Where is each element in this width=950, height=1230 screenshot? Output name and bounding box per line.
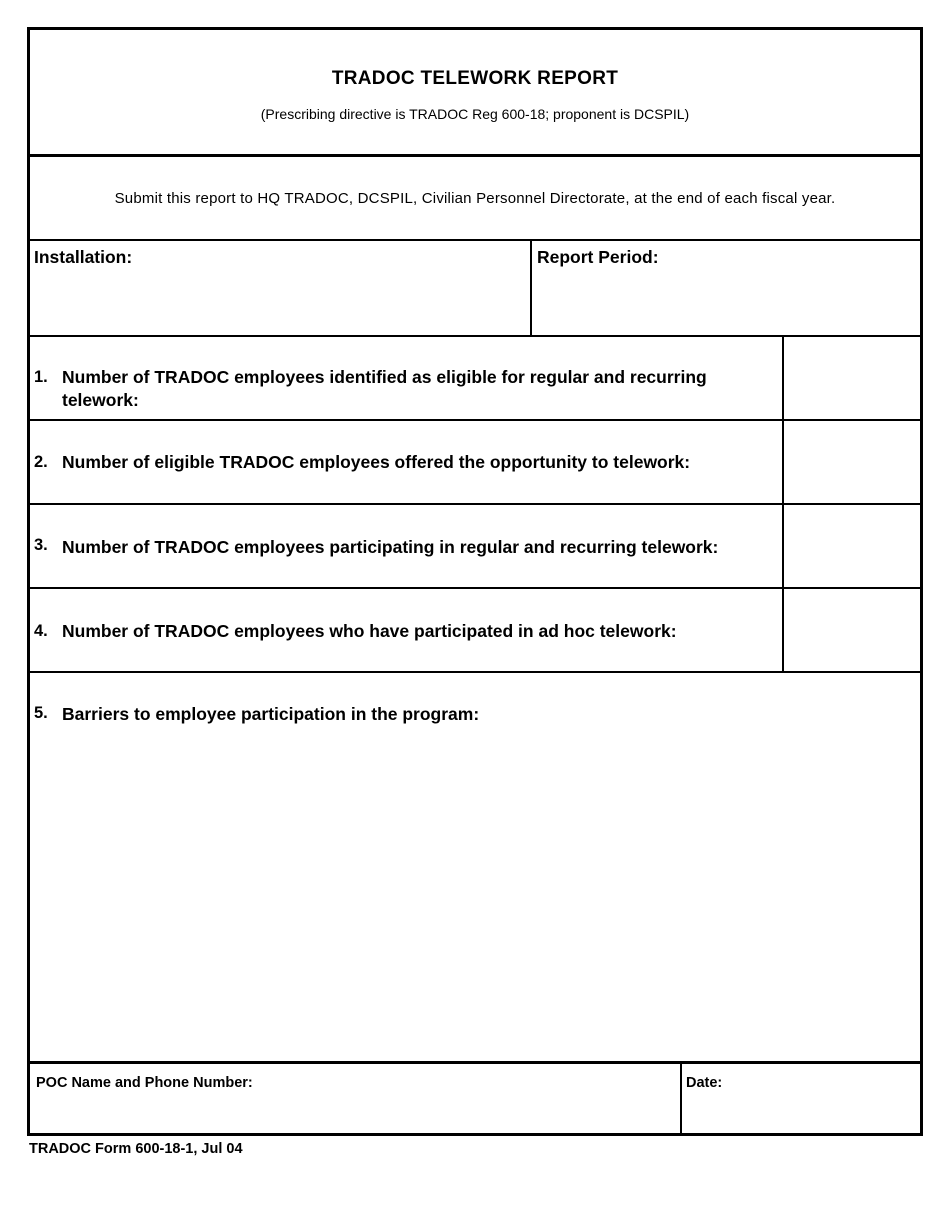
form-title: TRADOC TELEWORK REPORT xyxy=(331,68,619,89)
question-text: Number of TRADOC employees who have participated in ad hoc telework: xyxy=(62,621,677,641)
question-text: Number of TRADOC employees identified as eligible for regular and recurring telework: xyxy=(62,367,707,410)
question-number: 3. xyxy=(34,536,48,554)
question-3-answer-field[interactable] xyxy=(786,506,920,584)
poc-label: POC Name and Phone Number: xyxy=(36,1075,253,1091)
question-4-answer-field[interactable] xyxy=(786,590,920,668)
date-field[interactable] xyxy=(686,1096,914,1132)
question-number: 1. xyxy=(34,368,48,386)
divider xyxy=(30,671,920,673)
report-period-field[interactable] xyxy=(537,270,917,330)
question-2-answer-field[interactable] xyxy=(786,422,920,500)
form-number: TRADOC Form 600-18-1, Jul 04 xyxy=(29,1141,243,1157)
poc-field[interactable] xyxy=(36,1096,672,1132)
divider xyxy=(30,503,920,505)
question-text: Number of TRADOC employees participating in regular and recurring telework: xyxy=(62,537,719,557)
question-number: 5. xyxy=(34,704,48,722)
question-1-answer-field[interactable] xyxy=(786,338,920,416)
telework-report-form xyxy=(27,27,923,1136)
divider xyxy=(30,239,920,241)
date-label: Date: xyxy=(686,1075,723,1091)
question-text: Number of eligible TRADOC employees offered the opportunity to telework: xyxy=(62,452,691,472)
question-text: Barriers to employee participation in the program: xyxy=(62,704,480,724)
divider xyxy=(30,419,920,421)
divider xyxy=(680,1062,682,1136)
divider xyxy=(30,587,920,589)
divider xyxy=(30,154,920,157)
installation-label: Installation: xyxy=(34,247,133,267)
question-number: 4. xyxy=(34,622,48,640)
barriers-text-area[interactable] xyxy=(34,735,914,1055)
question-number: 2. xyxy=(34,453,48,471)
installation-field[interactable] xyxy=(34,270,524,330)
report-period-label: Report Period: xyxy=(537,247,659,267)
divider xyxy=(530,239,532,335)
divider xyxy=(30,335,920,337)
divider xyxy=(30,1061,920,1064)
form-subtitle: (Prescribing directive is TRADOC Reg 600-18; proponent is DCSPIL) xyxy=(260,106,690,122)
submission-instruction: Submit this report to HQ TRADOC, DCSPIL, Civilian Personnel Directorate, at the end of each fiscal year. xyxy=(114,190,836,207)
